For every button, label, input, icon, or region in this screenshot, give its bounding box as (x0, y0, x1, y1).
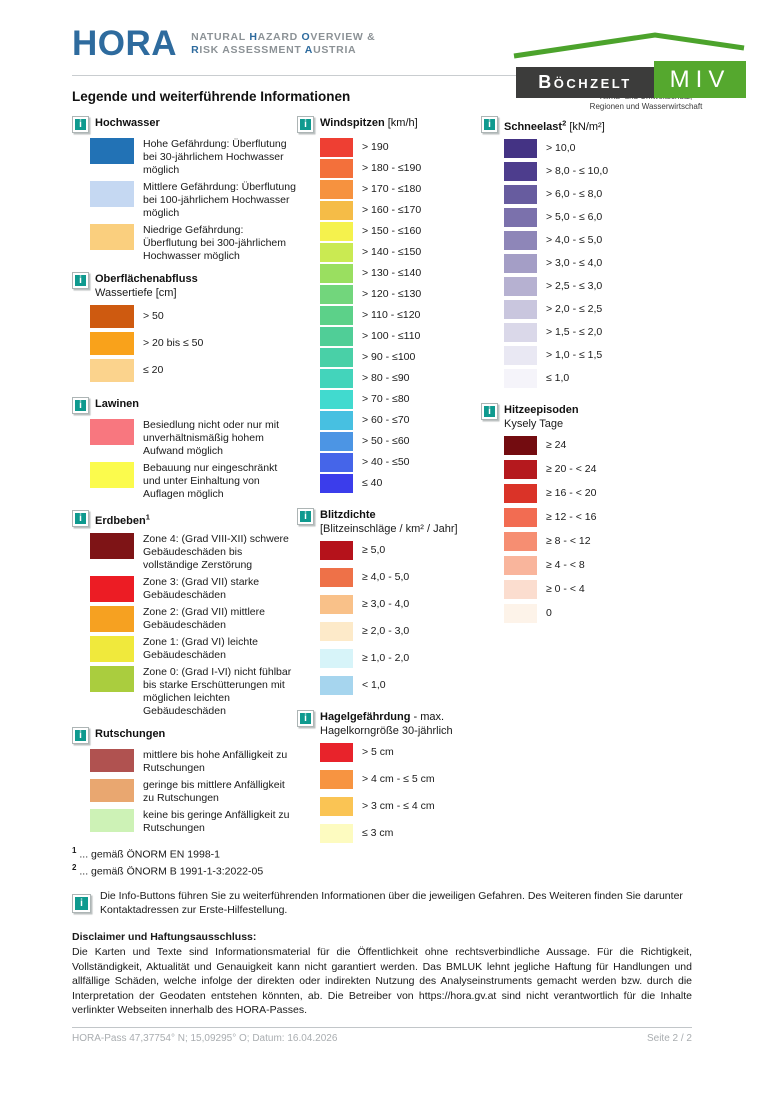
legend-label: > 5 cm (362, 746, 394, 759)
legend-row (90, 636, 297, 662)
legend-row (90, 224, 297, 263)
legend-label: > 170 - ≤180 (362, 183, 422, 196)
section-title: Windspitzen [km/h] (320, 117, 418, 130)
color-swatch (504, 139, 537, 158)
legend-label: Zone 2: (Grad VII) mittlere Gebäudeschäden (143, 605, 265, 631)
legend-row (320, 743, 481, 762)
color-swatch (504, 277, 537, 296)
color-swatch (320, 743, 353, 762)
legend-label: > 160 - ≤170 (362, 204, 422, 217)
legend-label: > 180 - ≤190 (362, 162, 422, 175)
legend-label: > 150 - ≤160 (362, 225, 422, 238)
partner-subtitle-line2: Regionen und Wasserwirtschaft (589, 102, 703, 111)
legend-row (504, 277, 692, 296)
legend-row (320, 243, 481, 262)
legend-label: > 80 - ≤90 (362, 372, 410, 385)
legend-label: > 140 - ≤150 (362, 246, 422, 259)
legend-row (504, 508, 692, 527)
section-title: Hochwasser (95, 117, 160, 130)
legend-row (320, 327, 481, 346)
color-swatch (504, 604, 537, 623)
legend-row (90, 779, 297, 805)
section-title: Blitzdichte (320, 509, 376, 522)
color-swatch (320, 568, 353, 587)
legend-row (320, 474, 481, 493)
legend-column-3 (481, 115, 692, 879)
info-button-schneelast[interactable]: i (481, 116, 498, 133)
legend-rows (72, 419, 297, 501)
legend-row (320, 411, 481, 430)
color-swatch (504, 208, 537, 227)
legend-label: > 40 - ≤50 (362, 456, 410, 469)
section-subtitle: Kysely Tage (504, 417, 564, 430)
legend-label: > 10,0 (546, 141, 576, 154)
legend-row (90, 419, 297, 458)
tagline-line1: NATURAL HAZARD OVERVIEW & (191, 31, 376, 43)
color-swatch (90, 419, 134, 445)
legend-row (320, 159, 481, 178)
section-title: Rutschungen (95, 727, 166, 740)
legend-row (90, 359, 297, 382)
section-hitzeepisoden (481, 402, 692, 623)
partner-logo-boxes (516, 61, 750, 98)
legend-row (504, 460, 692, 479)
legend-row (320, 390, 481, 409)
color-swatch (320, 649, 353, 668)
legend-label: ≥ 8 - < 12 (546, 534, 591, 547)
legend-label: geringe bis mittlere Anfälligkeit zu Rutschungen (143, 778, 285, 804)
legend-row (90, 749, 297, 775)
legend-label: > 5,0 - ≤ 6,0 (546, 210, 603, 223)
color-swatch (90, 332, 134, 355)
legend-label: > 3 cm - ≤ 4 cm (362, 800, 435, 813)
color-swatch (504, 346, 537, 365)
color-swatch (90, 359, 134, 382)
legend-label: > 4,0 - ≤ 5,0 (546, 233, 603, 246)
legend-label: keine bis geringe Anfälligkeit zu Rutschungen (143, 808, 290, 834)
color-swatch (320, 159, 353, 178)
legend-label: Zone 0: (Grad I-VI) nicht fühlbar bis starke Erschütterungen mit möglichen leichten Gebäudeschäden (143, 665, 292, 717)
color-swatch (90, 462, 134, 488)
legend-label: > 90 - ≤100 (362, 351, 416, 364)
info-button-hochwasser[interactable]: i (72, 116, 89, 133)
info-button-erdbeben[interactable]: i (72, 510, 89, 527)
color-swatch (90, 606, 134, 632)
color-swatch (504, 231, 537, 250)
legend-row (504, 346, 692, 365)
legend-grid (72, 115, 692, 879)
partner-name-left: Böchzelt (516, 67, 654, 98)
legend-label: ≥ 4 - < 8 (546, 558, 585, 571)
legend-row (320, 676, 481, 695)
section-subtitle: [Blitzeinschläge / km² / Jahr] (320, 523, 458, 536)
legend-row (504, 139, 692, 158)
color-swatch (320, 411, 353, 430)
color-swatch (504, 580, 537, 599)
color-swatch (320, 327, 353, 346)
color-swatch (320, 595, 353, 614)
legend-row (504, 185, 692, 204)
legend-row (320, 595, 481, 614)
page-footer (72, 1027, 692, 1044)
legend-label: ≥ 20 - < 24 (546, 462, 597, 475)
color-swatch (320, 369, 353, 388)
color-swatch (320, 622, 353, 641)
info-button-general[interactable]: i (72, 894, 91, 913)
legend-row (90, 606, 297, 632)
info-note-text: Die Info-Buttons führen Sie zu weiterführenden Informationen über die jeweiligen Gefahren. Des Weiteren finden Sie darunter Kontaktadressen zur Erste-Hilfestellung. (100, 889, 683, 916)
info-button-rutschungen[interactable]: i (72, 727, 89, 744)
legend-label: ≥ 3,0 - 4,0 (362, 598, 410, 611)
legend-label: > 3,0 - ≤ 4,0 (546, 256, 603, 269)
legend-label: > 190 (362, 141, 389, 154)
section-oberflaechenabfluss (72, 271, 297, 382)
color-swatch (320, 285, 353, 304)
legend-rows (72, 138, 297, 263)
section-hochwasser (72, 115, 297, 263)
section-subtitle: Hagelkorngröße 30-jährlich (320, 725, 453, 738)
section-title: Erdbeben$^1$ (95, 512, 150, 527)
color-swatch (320, 138, 353, 157)
legend-row (320, 222, 481, 241)
legend-label: > 6,0 - ≤ 8,0 (546, 187, 603, 200)
color-swatch (90, 181, 134, 207)
page-title: Legende und weiterführende Informationen (72, 89, 351, 105)
legend-row (504, 556, 692, 575)
hora-pass-page (0, 24, 764, 1107)
color-swatch (320, 348, 353, 367)
info-note (72, 889, 692, 917)
legend-label: ≥ 5,0 (362, 544, 386, 557)
color-swatch (90, 749, 134, 772)
color-swatch (320, 453, 353, 472)
color-swatch (90, 224, 134, 250)
legend-label: Zone 1: (Grad VI) leichte Gebäudeschäden (143, 635, 258, 661)
legend-column-1 (72, 115, 297, 879)
disclaimer-body: Die Karten und Texte sind Informationsmaterial für die Öffentlichkeit ohne rechtsverbindliche Aussage. Für die Richtigkeit, Vollständigkeit, Aktualität und Genauigkeit kann nicht garantiert werden. Das BMLUK lehnt jegliche Haftung für Handlungen und allfällige Schäden, welche infolge der direkten oder indirekten Nutzung des Analyseinstruments gemacht werden bzw. durch die Interpretation der Geodaten entstehen könnten, ab. Die Betreiber von https://hora.gv.at sind nicht verantwortlich für die Inhalte verlinkter Webseiten innerhalb des HORA-Passes. (72, 945, 692, 1017)
legend-label: 0 (546, 606, 552, 619)
legend-rows (297, 541, 481, 695)
legend-row (320, 285, 481, 304)
legend-row (320, 541, 481, 560)
legend-row (504, 532, 692, 551)
hora-logo: HORA (72, 24, 178, 63)
legend-row (320, 622, 481, 641)
legend-row (320, 453, 481, 472)
legend-row (90, 533, 297, 572)
section-lawinen (72, 396, 297, 501)
color-swatch (320, 264, 353, 283)
legend-label: Besiedlung nicht oder nur mit unverhältnismäßig hohem Aufwand möglich (143, 419, 279, 458)
legend-row (504, 162, 692, 181)
legend-label: Niedrige Gefährdung: Überflutung bei 300-jährlichem Hochwasser möglich (143, 224, 286, 263)
legend-label: Zone 4: (Grad VIII-XII) schwere Gebäudeschäden bis vollständige Zerstörung (143, 532, 289, 571)
color-swatch (320, 222, 353, 241)
legend-label: mittlere bis hohe Anfälligkeit zu Rutschungen (143, 748, 288, 774)
footnotes (72, 844, 297, 879)
legend-label: ≥ 24 (546, 438, 567, 451)
color-swatch (320, 797, 353, 816)
legend-row (90, 305, 297, 328)
legend-label: ≥ 12 - < 16 (546, 510, 597, 523)
color-swatch (504, 532, 537, 551)
legend-label: Bebauung nur eingeschränkt und unter Einhaltung von Auflagen möglich (143, 462, 278, 501)
section-schneelast (481, 115, 692, 388)
legend-row (320, 770, 481, 789)
legend-label: > 60 - ≤70 (362, 414, 410, 427)
legend-rows (72, 749, 297, 835)
color-swatch (320, 243, 353, 262)
color-swatch (320, 201, 353, 220)
section-erdbeben (72, 509, 297, 718)
color-swatch (320, 770, 353, 789)
color-swatch (320, 541, 353, 560)
color-swatch (504, 185, 537, 204)
color-swatch (90, 666, 134, 692)
section-subtitle: Wassertiefe [cm] (95, 287, 177, 300)
color-swatch (320, 474, 353, 493)
legend-row (320, 432, 481, 451)
legend-label: Hohe Gefährdung: Überflutung bei 30-jährlichem Hochwasser möglich (143, 138, 287, 177)
legend-label: > 50 (143, 310, 164, 323)
legend-label: > 1,5 - ≤ 2,0 (546, 325, 603, 338)
legend-row (320, 201, 481, 220)
color-swatch (504, 436, 537, 455)
disclaimer-title: Disclaimer und Haftungsausschluss: (72, 930, 257, 943)
section-rutschungen (72, 726, 297, 835)
legend-label: < 1,0 (362, 679, 386, 692)
legend-row (90, 576, 297, 602)
color-swatch (90, 533, 134, 559)
legend-label: > 20 bis ≤ 50 (143, 337, 204, 350)
legend-label: > 130 - ≤140 (362, 267, 422, 280)
legend-rows (72, 305, 297, 382)
legend-label: ≤ 3 cm (362, 827, 394, 840)
roof-icon (512, 31, 746, 59)
info-button-blitzdichte[interactable]: i (297, 508, 314, 525)
legend-label: ≥ 2,0 - 3,0 (362, 625, 410, 638)
legend-label: > 100 - ≤110 (362, 330, 421, 343)
color-swatch (320, 676, 353, 695)
legend-row (320, 138, 481, 157)
section-title: Oberflächenabfluss (95, 273, 198, 286)
legend-row (320, 649, 481, 668)
color-swatch (320, 824, 353, 843)
legend-row (320, 306, 481, 325)
legend-row (504, 208, 692, 227)
footer-coordinates: HORA-Pass 47,37754° N; 15,09295° O; Datum: 16.04.2026 (72, 1033, 338, 1044)
color-swatch (90, 305, 134, 328)
section-title: Schneelast$^2$ [kN/m²] (504, 118, 605, 133)
section-windspitzen (297, 115, 481, 493)
legend-row (504, 231, 692, 250)
legend-label: > 50 - ≤60 (362, 435, 410, 448)
footnote-1: $^1$ ... gemäß ÖNORM EN 1998-1 (72, 845, 220, 861)
color-swatch (90, 636, 134, 662)
legend-row (320, 824, 481, 843)
legend-label: ≥ 4,0 - 5,0 (362, 571, 410, 584)
partner-logo (508, 31, 750, 112)
color-swatch (504, 484, 537, 503)
info-button-oberflaechenabfluss[interactable]: i (72, 272, 89, 289)
color-swatch (504, 254, 537, 273)
info-button-windspitzen[interactable]: i (297, 116, 314, 133)
legend-row (320, 797, 481, 816)
legend-row (504, 254, 692, 273)
legend-row (504, 436, 692, 455)
color-swatch (90, 779, 134, 802)
legend-rows (481, 139, 692, 388)
legend-column-2 (297, 115, 481, 879)
info-button-lawinen[interactable]: i (72, 397, 89, 414)
legend-rows (297, 138, 481, 493)
legend-row (90, 181, 297, 220)
legend-label: ≥ 16 - < 20 (546, 486, 597, 499)
legend-label: Mittlere Gefährdung: Überflutung bei 100-jährlichem Hochwasser möglich (143, 181, 296, 220)
legend-row (90, 809, 297, 835)
legend-row (320, 568, 481, 587)
color-swatch (504, 300, 537, 319)
legend-row (320, 264, 481, 283)
color-swatch (504, 369, 537, 388)
color-swatch (90, 809, 134, 832)
legend-row (90, 666, 297, 718)
section-title: Lawinen (95, 398, 140, 411)
legend-row (320, 369, 481, 388)
legend-label: > 1,0 - ≤ 1,5 (546, 348, 603, 361)
disclaimer (72, 931, 692, 1018)
tagline-line2: RISK ASSESSMENT AUSTRIA (191, 44, 357, 56)
section-title: Hitzeepisoden (504, 403, 579, 416)
color-swatch (320, 432, 353, 451)
legend-label: ≤ 40 (362, 477, 383, 490)
color-swatch (90, 576, 134, 602)
legend-label: > 110 - ≤120 (362, 309, 421, 322)
color-swatch (320, 390, 353, 409)
legend-row (504, 484, 692, 503)
color-swatch (504, 162, 537, 181)
legend-label: Zone 3: (Grad VII) starke Gebäudeschäden (143, 575, 260, 601)
legend-label: > 2,5 - ≤ 3,0 (546, 279, 603, 292)
section-title: Hagelgefährdung - max. (320, 711, 445, 724)
section-blitzdichte (297, 507, 481, 695)
legend-row (504, 604, 692, 623)
footer-page-number: Seite 2 / 2 (646, 1033, 692, 1044)
legend-label: > 70 - ≤80 (362, 393, 410, 406)
footnote-2: $^2$ ... gemäß ÖNORM B 1991-1-3:2022-05 (72, 863, 264, 878)
legend-row (504, 369, 692, 388)
legend-row (504, 323, 692, 342)
legend-label: > 2,0 - ≤ 2,5 (546, 302, 603, 315)
hora-tagline (191, 31, 375, 60)
color-swatch (504, 556, 537, 575)
info-button-hagelgefaehrdung[interactable]: i (297, 710, 314, 727)
legend-row (504, 580, 692, 599)
color-swatch (504, 508, 537, 527)
legend-label: ≤ 20 (143, 364, 164, 377)
legend-label: ≥ 0 - < 4 (546, 582, 585, 595)
color-swatch (320, 180, 353, 199)
legend-rows (72, 533, 297, 718)
info-button-hitzeepisoden[interactable]: i (481, 403, 498, 420)
legend-rows (297, 743, 481, 843)
color-swatch (90, 138, 134, 164)
legend-label: ≤ 1,0 (546, 371, 570, 384)
legend-row (320, 348, 481, 367)
legend-label: > 120 - ≤130 (362, 288, 422, 301)
legend-row (320, 180, 481, 199)
legend-row (90, 332, 297, 355)
section-hagelgefaehrdung (297, 709, 481, 843)
color-swatch (504, 460, 537, 479)
partner-name-right: MIV (654, 61, 746, 98)
legend-row (90, 462, 297, 501)
color-swatch (504, 323, 537, 342)
legend-label: > 8,0 - ≤ 10,0 (546, 164, 609, 177)
legend-rows (481, 436, 692, 623)
legend-label: ≥ 1,0 - 2,0 (362, 652, 410, 665)
legend-row (504, 300, 692, 319)
legend-row (90, 138, 297, 177)
legend-label: > 4 cm - ≤ 5 cm (362, 773, 435, 786)
color-swatch (320, 306, 353, 325)
